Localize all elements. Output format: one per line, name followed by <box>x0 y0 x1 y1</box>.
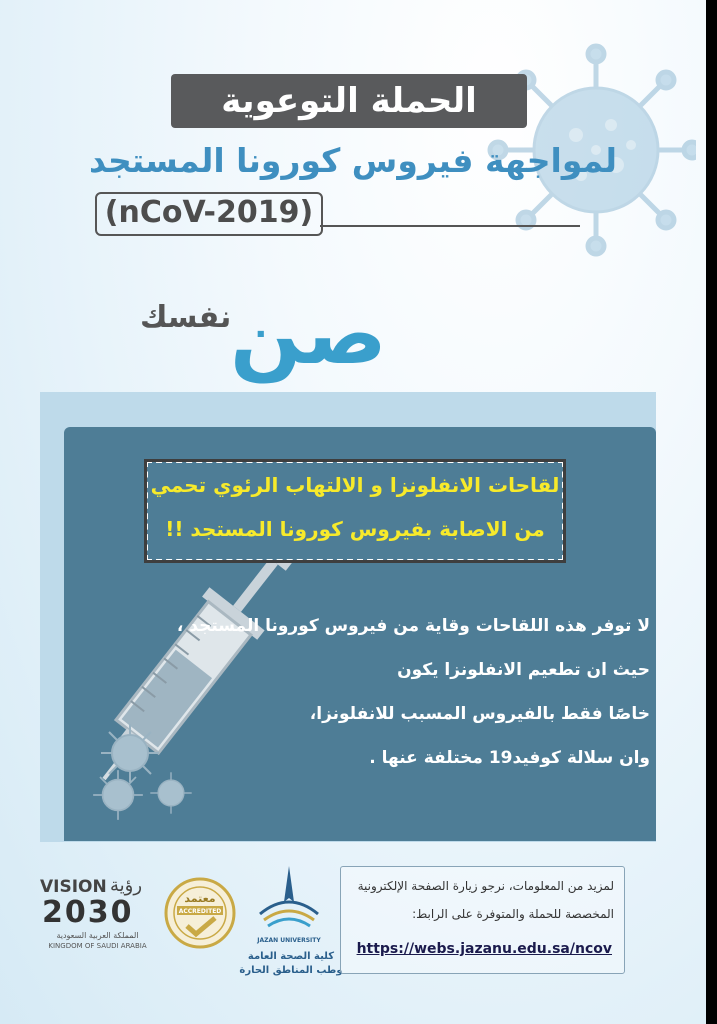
kingdom-name-en: KINGDOM OF SAUDI ARABIA <box>48 942 147 950</box>
headline-line-1: لقاحات الانفلونزا و الالتهاب الرئوي تحمي <box>150 473 560 497</box>
campaign-subtitle: لمواجهة فيروس كورونا المستجد <box>88 141 618 180</box>
slogan-big: صن <box>230 285 387 383</box>
divider-line <box>320 225 580 227</box>
college-line-2: وطب المناطق الحارة <box>239 965 343 976</box>
kingdom-name-ar: المملكة العربية السعودية <box>56 931 139 940</box>
edge-strip <box>706 0 717 1024</box>
slogan <box>130 282 550 394</box>
info-box <box>340 866 625 974</box>
body-line: خاصًا فقط بالفيروس المسبب للانفلونزا، <box>309 704 650 724</box>
university-name-en: JAZAN UNIVERSITY <box>257 937 321 944</box>
college-name <box>236 950 346 978</box>
vision-2030-logo <box>40 877 155 957</box>
body-line: وان سلالة كوفيد19 مختلفة عنها . <box>369 748 650 768</box>
body-text <box>176 604 650 780</box>
college-line-1: كلية الصحة العامة <box>247 951 335 962</box>
body-line: لا توفر هذه اللقاحات وقاية من فيروس كورونا المستجد ، <box>176 616 650 636</box>
accredited-ar-label: معتمد <box>184 892 216 905</box>
accredited-seal <box>163 876 237 950</box>
headline-line-2: من الاصابة بفيروس كورونا المستجد !! <box>165 517 545 541</box>
virus-code-label: (nCoV-2019) <box>95 192 323 236</box>
vision-year: 2030 <box>42 895 134 930</box>
jazan-university-logo <box>250 862 328 952</box>
virus-icon <box>88 765 148 825</box>
vision-word-en: VISION <box>40 877 107 897</box>
virus-icon <box>146 768 196 818</box>
campaign-url-link[interactable]: https://webs.jazanu.edu.sa/ncov <box>356 941 612 957</box>
info-line-1: لمزيد من المعلومات، نرجو زيارة الصفحة الإلكترونية <box>357 879 614 893</box>
campaign-title: الحملة التوعوية <box>171 74 527 128</box>
info-line-2: المخصصة للحملة والمتوفرة على الرابط: <box>412 907 614 921</box>
slogan-small: نفسك <box>140 300 232 335</box>
headline-box <box>146 461 564 561</box>
vision-word-ar: رؤية <box>110 875 143 896</box>
body-line: حيث ان تطعيم الانفلونزا يكون <box>397 660 650 680</box>
accredited-en-label: ACCREDITED <box>178 908 222 915</box>
